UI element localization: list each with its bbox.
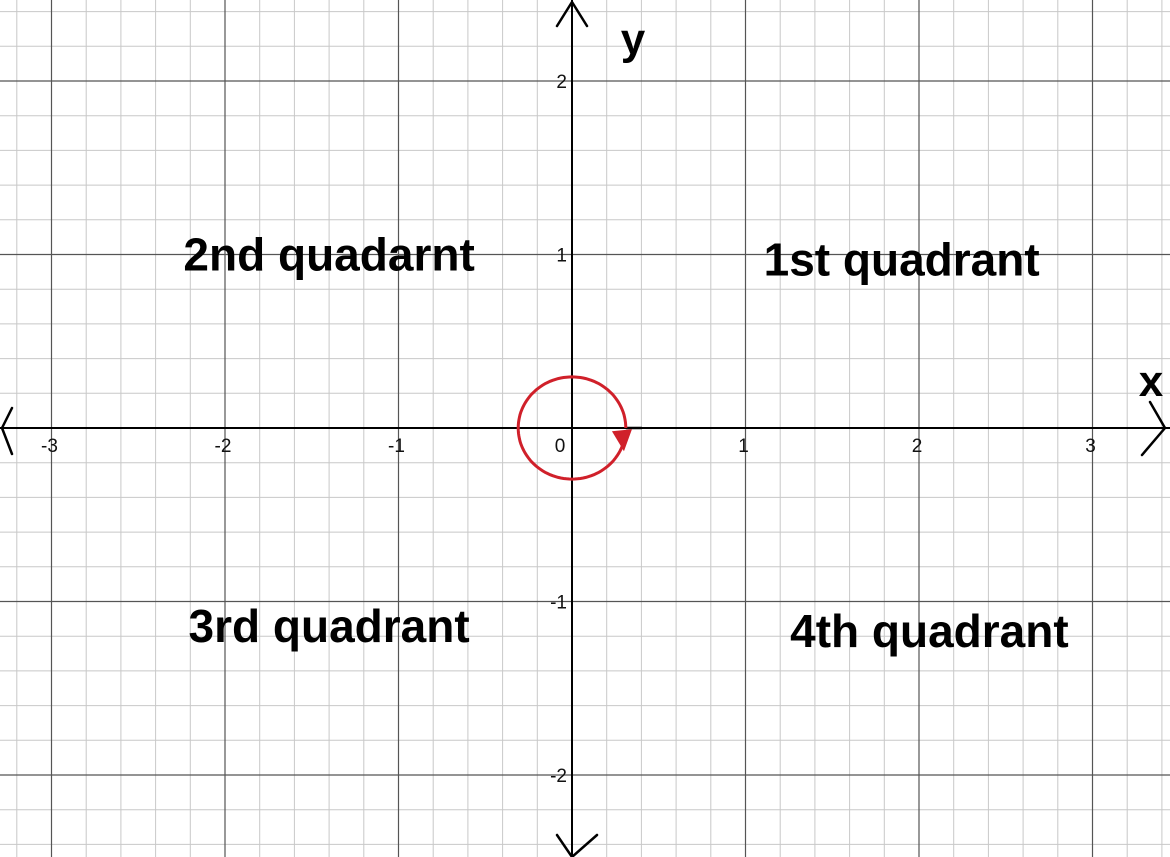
x-tick-label: -3 xyxy=(41,436,58,457)
quadrant-label-q4: 4th quadrant xyxy=(790,604,1069,657)
y-axis-down-arrow xyxy=(557,835,597,857)
quadrant-label-q2: 2nd quadarnt xyxy=(183,228,475,281)
quadrant-label-q3: 3rd quadrant xyxy=(188,599,470,652)
x-tick-label: -1 xyxy=(388,436,405,457)
y-tick-label: -1 xyxy=(550,592,567,614)
x-tick-label: -2 xyxy=(214,436,232,457)
x-tick-label: 0 xyxy=(554,436,566,457)
y-tick-label: 1 xyxy=(556,245,567,267)
x-axis-left-arrow xyxy=(2,408,12,454)
quadrant-label-q1: 1st quadrant xyxy=(763,233,1040,286)
x-axis-label: x xyxy=(1138,357,1164,406)
y-tick-label: -2 xyxy=(550,766,567,787)
x-tick-label: 3 xyxy=(1085,436,1096,457)
x-tick-label: 1 xyxy=(738,436,749,457)
y-tick-label: 2 xyxy=(556,72,567,93)
y-axis-label: y xyxy=(620,15,646,64)
x-tick-label: 2 xyxy=(911,436,923,457)
tick-labels xyxy=(41,72,1096,787)
